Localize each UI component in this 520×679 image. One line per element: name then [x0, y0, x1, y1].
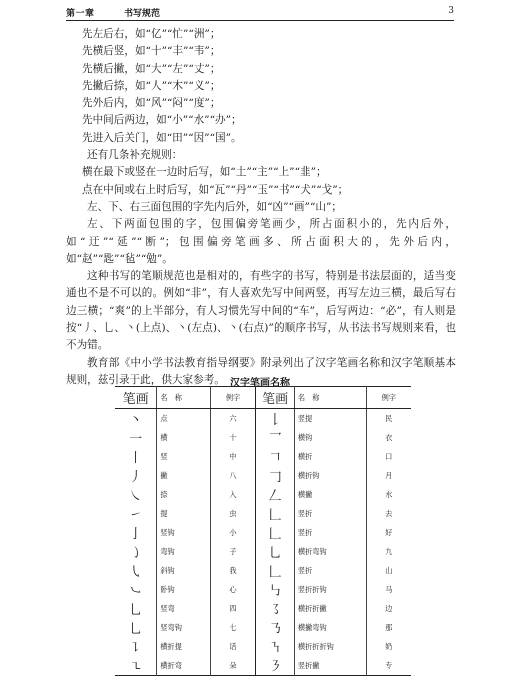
stroke-glyph: 丨 — [115, 447, 157, 466]
example-char: 心 — [210, 580, 255, 599]
stroke-glyph: 𠃌 — [256, 466, 295, 485]
stroke-glyph: 𠃊 — [256, 523, 295, 542]
stroke-name: 竖弯钩 — [157, 618, 211, 637]
stroke-name: 横钩 — [294, 428, 366, 447]
example-char: 去 — [385, 508, 393, 518]
stroke-name: 竖折 — [294, 523, 366, 542]
rule-line: 先撇后捺，如“人”“木”“义”； — [82, 79, 221, 92]
example-char: 七 — [210, 618, 255, 637]
stroke-glyph: 丿 — [115, 466, 157, 485]
stroke-glyph: 𠃋 — [256, 485, 295, 504]
stroke-names-table — [115, 386, 411, 676]
table-row — [115, 523, 411, 542]
table-row — [115, 580, 411, 599]
table-body — [115, 409, 411, 676]
example-char: 边 — [385, 603, 393, 613]
stroke-name: 竖折 — [294, 504, 366, 523]
example-char: 九 — [385, 546, 393, 556]
example-char: 子 — [210, 542, 255, 561]
example-char: 四 — [210, 599, 255, 618]
stroke-name: 卧钩 — [157, 580, 211, 599]
table-row — [115, 637, 411, 656]
stroke-name: 横折提 — [157, 637, 211, 656]
column-header: 名 称 — [157, 387, 211, 409]
stroke-glyph: 𠃍 — [256, 447, 295, 466]
stroke-name: 竖折 — [294, 561, 366, 580]
rule-line: 点在中间或右上时后写，如“瓦”“丹”“玉”“书”“犬”“戈”； — [82, 183, 349, 196]
table-title: 汉字笔画名称 — [230, 378, 290, 389]
table-row — [115, 542, 411, 561]
body-text — [66, 26, 456, 389]
column-header: 例字 — [210, 387, 255, 409]
stroke-name: 横 — [157, 428, 211, 447]
stroke-glyph: ㇌ — [256, 599, 295, 618]
stroke-name: 竖弯 — [157, 599, 211, 618]
table-header-row — [115, 387, 411, 409]
table-row — [115, 409, 411, 429]
stroke-glyph: 乚 — [115, 599, 157, 618]
chapter-label: 第一章 — [66, 9, 95, 19]
stroke-name: 竖折折钩 — [294, 580, 366, 599]
stroke-glyph: 𠃊 — [256, 561, 295, 580]
table-row — [115, 599, 411, 618]
stroke-glyph: ㇏ — [115, 485, 157, 504]
stroke-name: 提 — [157, 504, 211, 523]
rule-paragraph: 左、下两面包围的字，包围偏旁笔画少，所占面积小的，先内后外，如“迂”“延”“断”；包围偏旁笔画多、所占面积大的，先外后内，如“赵”“匙”“毡”“勉”。 — [66, 218, 456, 265]
stroke-glyph: 亅 — [115, 523, 157, 542]
stroke-name: 竖提 — [294, 409, 366, 429]
stroke-glyph: 乛 — [256, 428, 295, 447]
table-row — [115, 428, 411, 447]
section-label: 书写规范 — [124, 9, 161, 19]
rule-line: 先外后内，如“风”“闷”“度”； — [82, 97, 221, 110]
rule-line: 先进入后关门，如“田”“因”“国”。 — [82, 131, 242, 144]
column-header: 名 称 — [294, 387, 366, 409]
example-char: 朵 — [210, 656, 255, 676]
stroke-glyph: ㇊ — [115, 637, 157, 656]
stroke-glyph: ㇂ — [115, 561, 157, 580]
example-char: 月 — [385, 470, 393, 480]
example-char: 衣 — [385, 432, 393, 442]
stroke-name: 竖钩 — [157, 523, 211, 542]
stroke-glyph: ㇍ — [115, 656, 157, 676]
stroke-name: 横折折折钩 — [294, 637, 366, 656]
example-char: 入 — [210, 485, 255, 504]
example-char: 十 — [210, 428, 255, 447]
example-char: 虫 — [210, 504, 255, 523]
supplement-heading: 还有几条补充规则： — [87, 149, 183, 162]
table-row — [115, 504, 411, 523]
rule-line: 先左后右，如“亿”“忙”“洲”； — [82, 28, 221, 40]
stroke-name: 斜钩 — [157, 561, 211, 580]
stroke-name: 点 — [157, 409, 211, 429]
paragraph-flexibility: 这种书写的笔顺规范也是相对的，有些字的书写，特别是书法层面的，适当变通也不是不可以的。例如“非”，有人喜欢先写中间两竖，再写左边三横，最后写右边三横；“爽”的上半部分，有人习惯先写中间的“车”，后写两边：“必”，有人则是按“丿、乚、丶(上点)、丶(左点)、丶(右点)”的顺序书写，从书法书写规则来看，也不为错。 — [66, 270, 456, 352]
rule-line: 横在最下或竖在一边时后写，如“土”“主”“上”“韭”； — [82, 166, 327, 179]
stroke-name: 横撇 — [294, 485, 366, 504]
stroke-glyph: 𠃊 — [256, 504, 295, 523]
example-char: 专 — [385, 660, 393, 670]
stroke-glyph: ㇡ — [256, 618, 295, 637]
stroke-glyph: 乚 — [256, 542, 295, 561]
example-char: 六 — [210, 409, 255, 429]
stroke-glyph: ㇋ — [256, 656, 295, 676]
rule-line: 左、下、右三面包围的字先内后外，如“凶”“画”“山”； — [87, 200, 342, 213]
example-char: 小 — [210, 523, 255, 542]
table-row — [115, 656, 411, 676]
column-header: 笔画 — [115, 387, 157, 409]
stroke-name: 横折折撇 — [294, 599, 366, 618]
stroke-name: 横折钩 — [294, 466, 366, 485]
example-char: 水 — [385, 489, 393, 499]
stroke-glyph: 丶 — [115, 409, 157, 429]
rule-line: 先横后撇，如“大”“左”“丈”； — [82, 62, 221, 75]
table-row — [115, 561, 411, 580]
table-row — [115, 447, 411, 466]
example-char: 中 — [210, 447, 255, 466]
stroke-name: 横折弯钩 — [294, 542, 366, 561]
stroke-glyph: 一 — [115, 428, 157, 447]
example-char: 山 — [385, 565, 393, 575]
running-header — [66, 6, 454, 20]
example-char: 八 — [210, 466, 255, 485]
stroke-name: 弯钩 — [157, 542, 211, 561]
stroke-glyph: ㇁ — [115, 542, 157, 561]
table-row — [115, 466, 411, 485]
example-char: 口 — [385, 451, 393, 461]
stroke-name: 竖折撇 — [294, 656, 366, 676]
header-rule — [66, 20, 454, 21]
stroke-glyph: ㇎ — [256, 637, 295, 656]
stroke-name: 竖 — [157, 447, 211, 466]
stroke-name: 横折 — [294, 447, 366, 466]
example-char: 奶 — [385, 641, 393, 651]
example-char: 好 — [385, 527, 393, 537]
stroke-glyph: ㇉ — [256, 580, 295, 599]
table-row — [115, 618, 411, 637]
stroke-name: 捺 — [157, 485, 211, 504]
stroke-glyph: 𠄌 — [256, 409, 295, 429]
paragraph-reference: 教育部《中小学书法教育指导纲要》附录列出了汉字笔画名称和汉字笔顺基本规则，兹引录于此，供大家参考。 — [66, 356, 456, 386]
example-char: 话 — [210, 637, 255, 656]
example-char: 那 — [385, 622, 393, 632]
column-header: 笔画 — [256, 387, 295, 409]
rule-line: 先横后竖，如“十”“丰”“韦”； — [82, 45, 221, 58]
example-char: 马 — [385, 584, 393, 594]
stroke-glyph: ㇀ — [115, 504, 157, 523]
page-number: 3 — [448, 6, 454, 16]
stroke-glyph: ㇃ — [115, 580, 157, 599]
rule-line: 先中间后两边，如“小”“水”“办”； — [82, 114, 242, 127]
example-char: 民 — [385, 413, 393, 423]
stroke-glyph: 乚 — [115, 618, 157, 637]
stroke-name: 撇 — [157, 466, 211, 485]
table-row — [115, 485, 411, 504]
example-char: 我 — [210, 561, 255, 580]
stroke-name: 横折弯 — [157, 656, 211, 676]
column-header: 例字 — [366, 387, 411, 409]
stroke-name: 横撇弯钩 — [294, 618, 366, 637]
